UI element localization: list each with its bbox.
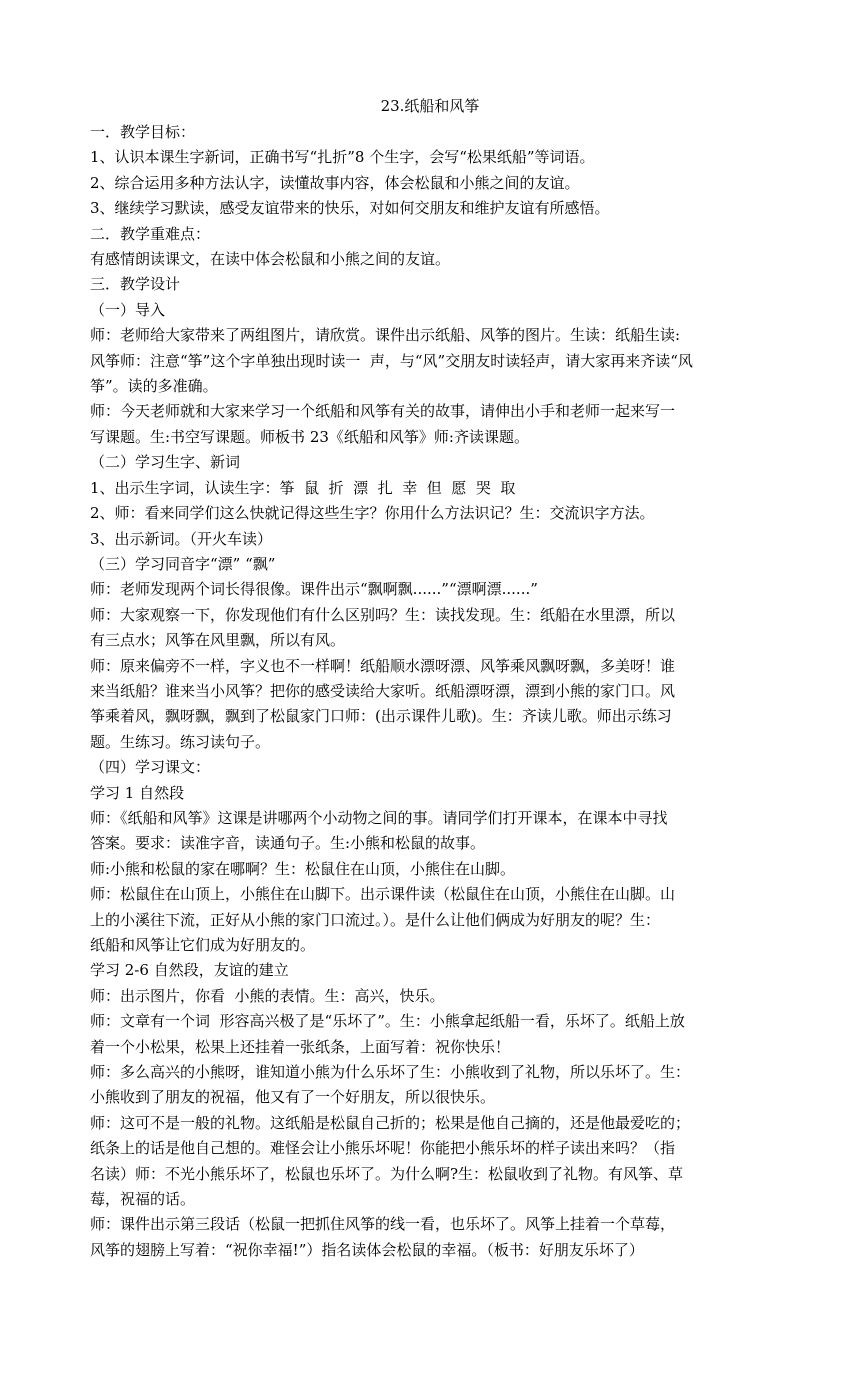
text-line: 师：今天老师就和大家来学习一个纸船和风筝有关的故事，请伸出小手和老师一起来写一	[90, 402, 676, 421]
text-line: 师：松鼠住在山顶上，小熊住在山脚下。出示课件读（松鼠住在山顶，小熊住在山脚。山	[90, 885, 676, 904]
text-line: 题。生练习。练习读句子。	[90, 732, 271, 751]
text-line: 写课题。生:书空写课题。师板书 23《纸船和风筝》师:齐读课题。	[90, 427, 529, 446]
text-line: 1、认识本课生字新词，正确书写“扎折”8 个生字，会写“松果纸船”等词语。	[90, 148, 595, 167]
text-line: 三．教学设计	[90, 275, 181, 294]
text-line: 师：原来偏旁不一样，字义也不一样啊！纸船顺水漂呀漂、风筝乘风飘呀飘，多美呀！谁	[90, 656, 676, 675]
text-line: 师：课件出示第三段话（松鼠一把抓住风筝的线一看，也乐坏了。风筝上挂着一个草莓，	[90, 1215, 676, 1234]
text-line: 纸船和风筝让它们成为好朋友的。	[90, 936, 316, 954]
text-line: 一．教学目标：	[90, 123, 196, 141]
text-line: （二）学习生字、新词	[90, 453, 241, 472]
text-line: 师：多么高兴的小熊呀，谁知道小熊为什么乐坏了生：小熊收到了礼物，所以乐坏了。生：	[90, 1063, 691, 1082]
text-line: 有三点水；风筝在风里飘，所以有风。	[90, 631, 346, 650]
text-line: 二．教学重难点：	[90, 224, 211, 243]
text-line: 师：出示图片，你看 小熊的表情。生：高兴，快乐。	[90, 986, 445, 1005]
text-line: （一）导入	[90, 300, 166, 319]
text-line: 学习 1 自然段	[90, 783, 185, 802]
text-line: 筝”。读的多准确。	[90, 377, 218, 396]
text-line: 2、综合运用多种方法认字，读懂故事内容，体会松鼠和小熊之间的友谊。	[90, 173, 580, 192]
text-line: 学习 2-6 自然段，友谊的建立	[90, 961, 289, 980]
text-line: 筝乘着风，飘呀飘，飘到了松鼠家门口师：(出示课件儿歌)。生：齐读儿歌。师出示练习	[90, 707, 672, 726]
text-line: 来当纸船？谁来当小风筝？把你的感受读给大家听。纸船漂呀漂，漂到小熊的家门口。风	[90, 681, 676, 700]
text-line: 风筝师：注意“筝”这个字单独出现时读一 声，与“风”交朋友时读轻声，请大家再来齐读“风	[90, 351, 693, 370]
text-line: 小熊收到了朋友的祝福，他又有了一个好朋友，所以很快乐。	[90, 1088, 496, 1107]
text-line: 着一个小松果，松果上还挂着一张纸条，上面写着：祝你快乐！	[90, 1037, 511, 1056]
text-line: 名读）师：不光小熊乐坏了，松鼠也乐坏了。为什么啊?生：松鼠收到了礼物。有风筝、草	[90, 1164, 684, 1183]
text-line: 答案。要求：读准字音，读通句子。生:小熊和松鼠的故事。	[90, 834, 486, 853]
text-line: 纸条上的话是他自己想的。难怪会让小熊乐坏呢！你能把小熊乐坏的样子读出来吗？（指	[90, 1139, 676, 1158]
text-line: 1、出示生字词，认读生字：筝 鼠 折 漂 扎 幸 但 愿 哭 取	[90, 478, 516, 497]
text-line: 2、师：看来同学们这么快就记得这些生字？你用什么方法识记？生：交流识字方法。	[90, 504, 655, 523]
text-line: 师：文章有一个词 形容高兴极了是“乐坏了”。生：小熊拿起纸船一看，乐坏了。纸船上放	[90, 1012, 685, 1031]
text-line: 上的小溪往下流，正好从小熊的家门口流过。）。是什么让他们俩成为好朋友的呢？生：	[90, 910, 661, 929]
text-line: 3、出示新词。（开火车读）	[90, 529, 273, 548]
document-title: 23.纸船和风筝	[380, 97, 480, 115]
text-line: 师：这可不是一般的礼物。这纸船是松鼠自己折的；松果是他自己摘的，还是他最爱吃的；	[90, 1113, 691, 1132]
document-body	[90, 120, 770, 1263]
text-line: 莓，祝福的话。	[90, 1190, 196, 1209]
document-page	[90, 95, 770, 1263]
text-line: 3、继续学习默读，感受友谊带来的快乐，对如何交朋友和维护友谊有所感悟。	[90, 199, 610, 218]
text-line: 有感情朗读课文，在读中体会松鼠和小熊之间的友谊。	[90, 250, 451, 269]
text-line: （四）学习课文：	[90, 758, 211, 777]
text-line: 师：老师发现两个词长得很像。课件出示“飘啊飘......”“漂啊漂......”	[90, 580, 538, 599]
text-line: 师:小熊和松鼠的家在哪啊？生：松鼠住在山顶，小熊住在山脚。	[90, 859, 516, 878]
text-line: 师：大家观察一下，你发现他们有什么区别吗？生：读找发现。生：纸船在水里漂，所以	[90, 605, 676, 624]
text-line: （三）学习同音字“漂” “飘”	[90, 554, 276, 573]
text-line: 师：老师给大家带来了两组图片，请欣赏。课件出示纸船、风筝的图片。生读：纸船生读:	[90, 326, 681, 345]
text-line: 风筝的翅膀上写着：“祝你幸福!”）指名读体会松鼠的幸福。（板书：好朋友乐坏了）	[90, 1240, 644, 1259]
text-line: 师：《纸船和风筝》这课是讲哪两个小动物之间的事。请同学们打开课本，在课本中寻找	[90, 808, 668, 827]
